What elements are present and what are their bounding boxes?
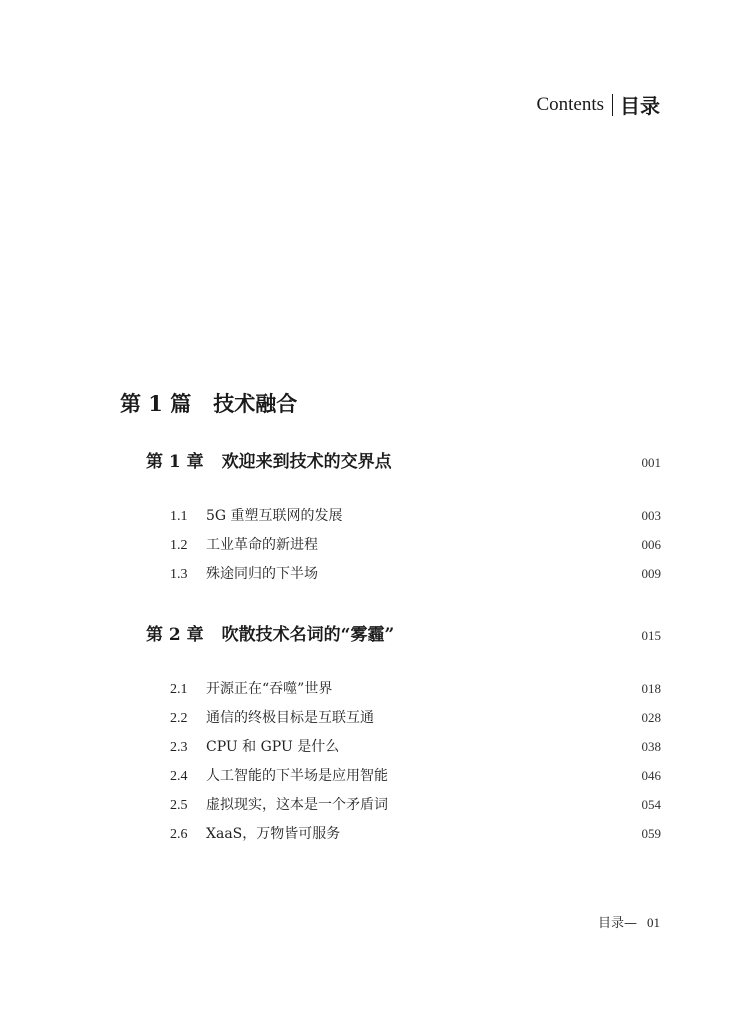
toc-chapter-1[interactable]	[146, 447, 661, 472]
section-number: 2.6	[170, 827, 188, 842]
section-number: 1.2	[170, 538, 188, 553]
chapter-label: 第 2 章	[146, 625, 204, 645]
section-page-number: 009	[641, 566, 661, 581]
footer-label: 目录—	[597, 916, 637, 931]
toc-section-2-2[interactable]	[170, 707, 661, 727]
section-name: XaaS，万物皆可服务	[206, 826, 341, 842]
toc-section-1-2[interactable]	[170, 534, 661, 554]
section-page-number: 018	[641, 681, 661, 696]
section-title	[170, 794, 388, 814]
section-name: 通信的终极目标是互联互通	[206, 710, 374, 726]
part-title: 技术融合	[213, 391, 298, 416]
section-name: 殊途同归的下半场	[206, 566, 318, 582]
section-number: 1.1	[170, 509, 188, 524]
section-title	[170, 505, 343, 525]
section-title	[170, 563, 318, 583]
section-title	[170, 678, 332, 698]
contents-header	[536, 90, 660, 119]
chapter-name: 欢迎来到技术的交界点	[221, 452, 392, 472]
section-number: 2.5	[170, 798, 188, 813]
section-name: 5G 重塑互联网的发展	[206, 508, 343, 524]
section-number: 2.2	[170, 711, 188, 726]
contents-title-english: Contents	[536, 93, 604, 115]
chapter-page-number: 001	[641, 455, 661, 470]
toc-section-2-6[interactable]	[170, 823, 661, 843]
section-title	[170, 765, 388, 785]
chapter-label: 第 1 章	[146, 452, 204, 472]
contents-title-chinese: 目录	[620, 94, 660, 118]
section-page-number: 006	[641, 537, 661, 552]
part-heading	[120, 388, 297, 418]
section-page-number: 054	[641, 797, 661, 812]
toc-chapter-2[interactable]	[146, 620, 661, 645]
toc-section-1-3[interactable]	[170, 563, 661, 583]
part-label: 第 1 篇	[120, 391, 192, 416]
section-number: 1.3	[170, 567, 188, 582]
section-name: 虚拟现实，这本是一个矛盾词	[206, 797, 388, 813]
chapter-name: 吹散技术名词的“雾霾”	[221, 625, 395, 645]
footer-page-number: 01	[647, 915, 660, 930]
section-page-number: 038	[641, 739, 661, 754]
toc-section-2-5[interactable]	[170, 794, 661, 814]
title-divider	[612, 94, 613, 116]
section-number: 2.1	[170, 682, 188, 697]
section-title	[170, 707, 374, 727]
section-page-number: 046	[641, 768, 661, 783]
section-page-number: 003	[641, 508, 661, 523]
chapter-page-number: 015	[641, 628, 661, 643]
chapter-title	[146, 447, 392, 472]
section-title	[170, 534, 318, 554]
chapter-title	[146, 620, 394, 645]
section-name: CPU 和 GPU 是什么	[206, 739, 340, 755]
toc-section-2-1[interactable]	[170, 678, 661, 698]
section-page-number: 028	[641, 710, 661, 725]
section-number: 2.3	[170, 740, 188, 755]
toc-section-2-3[interactable]	[170, 736, 661, 756]
section-name: 开源正在“吞噬”世界	[206, 681, 333, 697]
toc-section-1-1[interactable]	[170, 505, 661, 525]
section-number: 2.4	[170, 769, 188, 784]
section-page-number: 059	[641, 826, 661, 841]
section-title	[170, 736, 339, 756]
section-name: 工业革命的新进程	[206, 537, 318, 553]
toc-section-2-4[interactable]	[170, 765, 661, 785]
page-footer	[598, 912, 660, 931]
section-name: 人工智能的下半场是应用智能	[206, 768, 388, 784]
section-title	[170, 823, 340, 843]
